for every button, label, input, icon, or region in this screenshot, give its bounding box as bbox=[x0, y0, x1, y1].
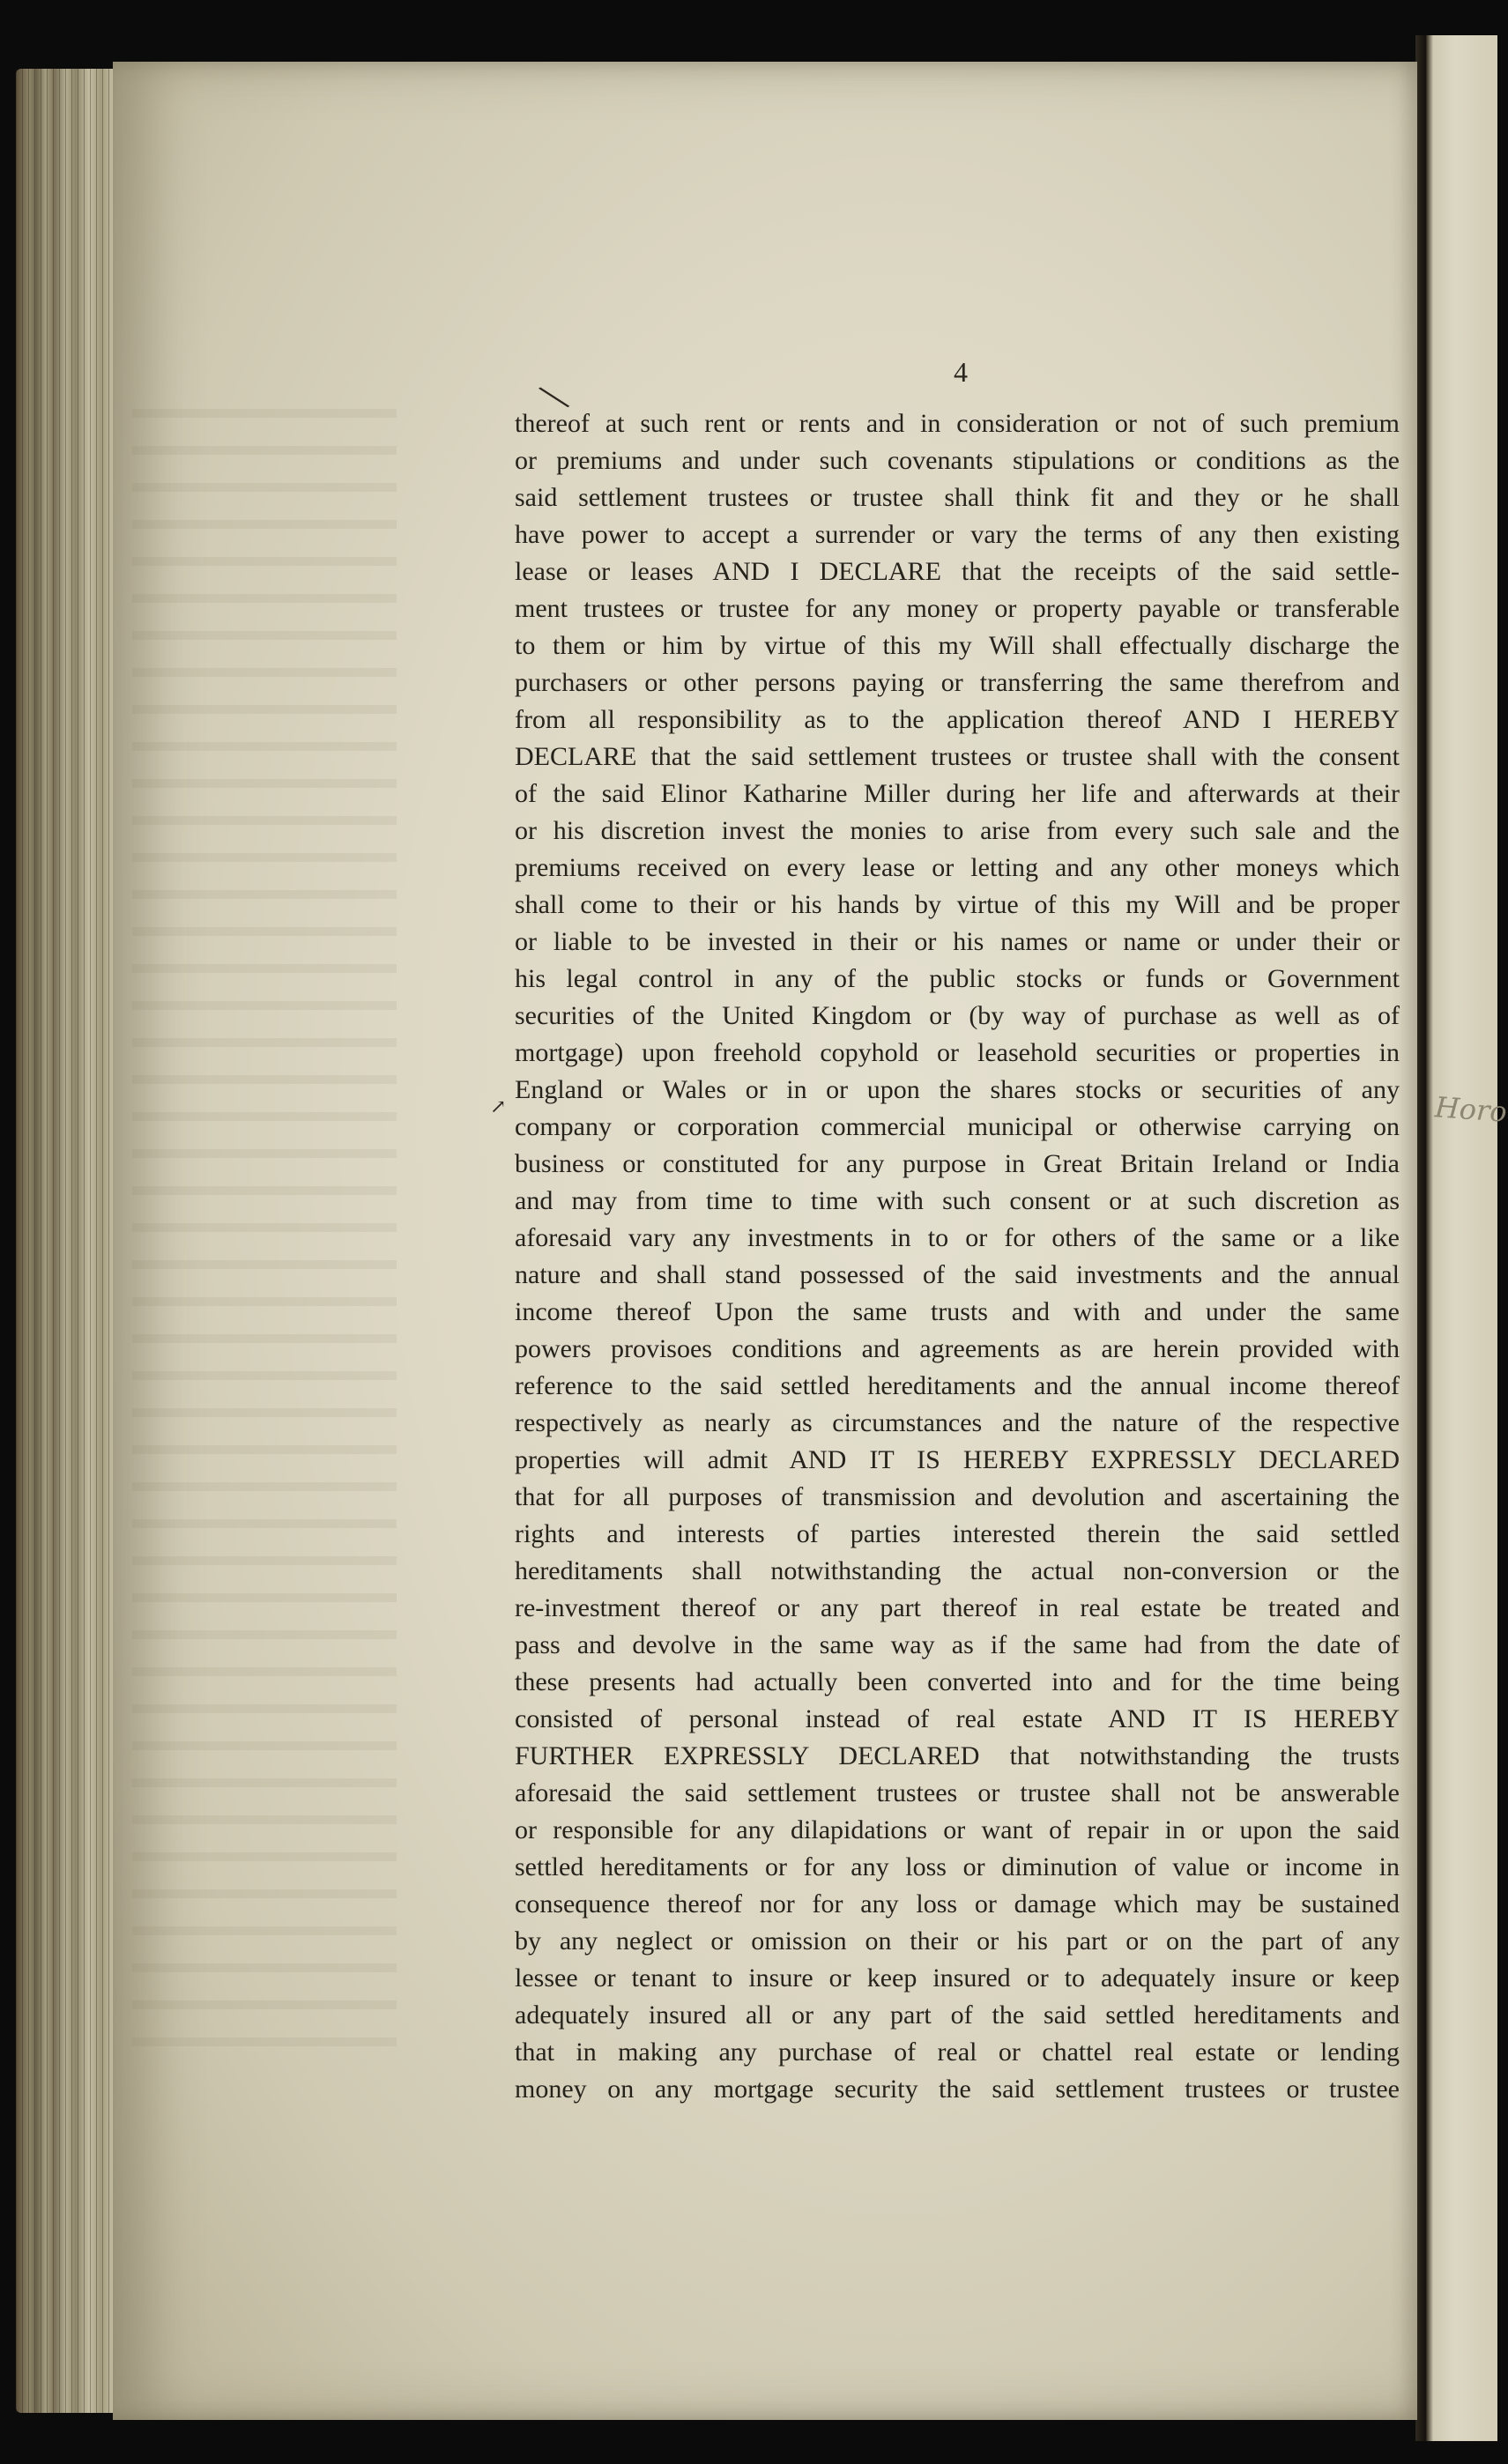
text-line: or responsible for any dilapidations or want of repair in or upon the said bbox=[515, 1815, 1400, 1844]
text-line: to them or him by virtue of this my Will shall effectually discharge the bbox=[515, 631, 1400, 660]
page-number: 4 bbox=[954, 356, 968, 388]
text-line: consisted of personal instead of real estate AND IT IS HEREBY bbox=[515, 1704, 1400, 1733]
text-line: England or Wales or in or upon the shares stocks or securities of any bbox=[515, 1075, 1400, 1104]
text-line: nature and shall stand possessed of the said investments and the annual bbox=[515, 1260, 1400, 1289]
body-text bbox=[515, 405, 1400, 2108]
text-line: securities of the United Kingdom or (by way of purchase as well as of bbox=[515, 1001, 1400, 1030]
text-line: respectively as nearly as circumstances and the nature of the respective bbox=[515, 1408, 1400, 1437]
text-line: that in making any purchase of real or chattel real estate or lending bbox=[515, 2037, 1400, 2067]
text-line: lease or leases AND I DECLARE that the receipts of the said settle- bbox=[515, 557, 1400, 586]
text-line: shall come to their or his hands by virtue of this my Will and be proper bbox=[515, 890, 1400, 919]
text-line: purchasers or other persons paying or transferring the same therefrom and bbox=[515, 668, 1400, 697]
text-line: re-investment thereof or any part thereof in real estate be treated and bbox=[515, 1593, 1400, 1622]
pencil-arrow-mark: ↗ bbox=[490, 1096, 507, 1118]
text-line: his legal control in any of the public stocks or funds or Government bbox=[515, 964, 1400, 993]
bleed-through-text bbox=[132, 388, 397, 2062]
margin-note: Horo bbox=[1433, 1090, 1508, 1129]
text-line: hereditaments shall notwithstanding the actual non-conversion or the bbox=[515, 1556, 1400, 1585]
text-line: or liable to be invested in their or his names or name or under their or bbox=[515, 927, 1400, 956]
text-line: by any neglect or omission on their or his part or on the part of any bbox=[515, 1926, 1400, 1956]
text-line: business or constituted for any purpose in Great Britain Ireland or India bbox=[515, 1149, 1400, 1178]
text-line: or premiums and under such covenants stipulations or conditions as the bbox=[515, 446, 1400, 475]
text-line: from all responsibility as to the application thereof AND I HEREBY bbox=[515, 705, 1400, 734]
text-line: reference to the said settled hereditaments and the annual income thereof bbox=[515, 1371, 1400, 1400]
text-line: and may from time to time with such consent or at such discretion as bbox=[515, 1186, 1400, 1215]
text-line: these presents had actually been converted into and for the time being bbox=[515, 1667, 1400, 1696]
text-line: aforesaid vary any investments in to or for others of the same or a like bbox=[515, 1223, 1400, 1252]
text-line: ment trustees or trustee for any money or property payable or transferable bbox=[515, 594, 1400, 623]
text-line: have power to accept a surrender or vary the terms of any then existing bbox=[515, 520, 1400, 549]
text-line: said settlement trustees or trustee shall think fit and they or he shall bbox=[515, 483, 1400, 512]
text-line: thereof at such rent or rents and in consideration or not of such premium bbox=[515, 409, 1400, 438]
text-line: DECLARE that the said settlement trustees or trustee shall with the consent bbox=[515, 742, 1400, 771]
right-facing-page bbox=[1426, 35, 1497, 2441]
pencil-tick-mark: ╲ bbox=[539, 380, 569, 416]
text-line: that for all purposes of transmission and devolution and ascertaining the bbox=[515, 1482, 1400, 1511]
text-line: aforesaid the said settlement trustees or trustee shall not be answerable bbox=[515, 1778, 1400, 1807]
text-line: FURTHER EXPRESSLY DECLARED that notwithstanding the trusts bbox=[515, 1741, 1400, 1770]
text-line: of the said Elinor Katharine Miller during her life and afterwards at their bbox=[515, 779, 1400, 808]
text-line: powers provisoes conditions and agreements as are herein provided with bbox=[515, 1334, 1400, 1363]
text-line: company or corporation commercial municipal or otherwise carrying on bbox=[515, 1112, 1400, 1141]
text-line: income thereof Upon the same trusts and with and under the same bbox=[515, 1297, 1400, 1326]
text-line: money on any mortgage security the said settlement trustees or trustee bbox=[515, 2074, 1400, 2104]
text-line: mortgage) upon freehold copyhold or leasehold securities or properties in bbox=[515, 1038, 1400, 1067]
text-line: properties will admit AND IT IS HEREBY EXPRESSLY DECLARED bbox=[515, 1445, 1400, 1474]
text-line: lessee or tenant to insure or keep insured or to adequately insure or keep bbox=[515, 1963, 1400, 1993]
text-line: consequence thereof nor for any loss or damage which may be sustained bbox=[515, 1889, 1400, 1919]
text-line: adequately insured all or any part of the said settled hereditaments and bbox=[515, 2000, 1400, 2030]
text-line: or his discretion invest the monies to arise from every such sale and the bbox=[515, 816, 1400, 845]
text-line: settled hereditaments or for any loss or diminution of value or income in bbox=[515, 1852, 1400, 1881]
text-line: pass and devolve in the same way as if the same had from the date of bbox=[515, 1630, 1400, 1659]
text-line: rights and interests of parties interested therein the said settled bbox=[515, 1519, 1400, 1548]
text-line: premiums received on every lease or letting and any other moneys which bbox=[515, 853, 1400, 882]
